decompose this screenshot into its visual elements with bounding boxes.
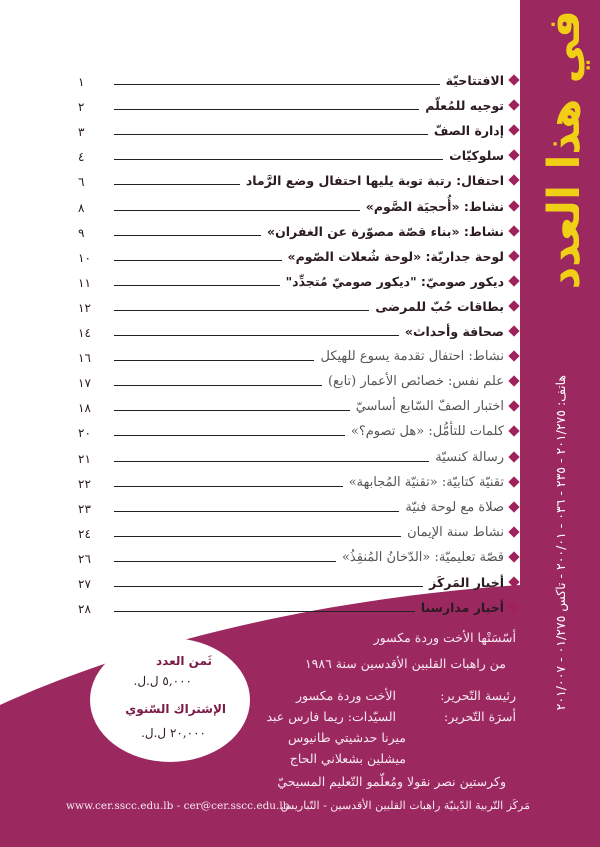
toc-label: نشاط: «بناء قصّة مصوّرة عن الغفران»	[267, 223, 504, 239]
diamond-bullet-icon	[508, 325, 519, 336]
diamond-bullet-icon	[508, 74, 519, 85]
diamond-bullet-icon	[508, 551, 519, 562]
toc-leader-line	[114, 335, 399, 336]
toc-leader-line	[114, 410, 350, 411]
toc-label: سلوكيّات	[449, 148, 504, 164]
toc-row[interactable]	[78, 493, 518, 518]
toc-row[interactable]	[78, 166, 518, 191]
diamond-bullet-icon	[508, 526, 519, 537]
toc-row[interactable]	[78, 242, 518, 267]
toc-leader-line	[114, 84, 440, 85]
toc-page-number: ٢٤	[78, 526, 91, 541]
issue-price: ٥,٠٠٠ ل.ل.	[133, 674, 192, 688]
toc-leader-line	[114, 611, 415, 612]
price-box	[90, 638, 250, 762]
toc-leader-line	[114, 486, 343, 487]
toc-page-number: ٣	[78, 125, 85, 140]
diamond-bullet-icon	[508, 300, 519, 311]
contact-phone	[550, 250, 570, 835]
toc-page-number: ٢٢	[78, 476, 91, 491]
diamond-bullet-icon	[508, 376, 519, 387]
issue-title-text: في هذا العدد	[538, 10, 590, 290]
editor-name: الأخت وردة مكسور	[296, 688, 396, 703]
toc-page-number: ٨	[78, 200, 85, 215]
toc-row[interactable]	[78, 518, 518, 543]
toc-label: صحافة وأحداث»	[404, 324, 504, 340]
diamond-bullet-icon	[508, 200, 519, 211]
toc-row[interactable]	[78, 342, 518, 367]
diamond-bullet-icon	[508, 350, 519, 361]
toc-row[interactable]	[78, 66, 518, 91]
toc-leader-line	[114, 461, 429, 462]
toc-label: أخبار مدارسنا	[420, 600, 504, 616]
toc-label: علم نفس: خصائص الأعمار (تابع)	[327, 374, 504, 390]
toc-label: قصّة تعليميّة: «الدّخانُ المُنقِذُ»	[341, 549, 504, 565]
toc-row[interactable]	[78, 191, 518, 216]
toc-leader-line	[114, 134, 428, 135]
toc-page-number: ١	[78, 75, 85, 90]
toc-page-number: ١٤	[78, 326, 91, 341]
family-member-4: وكرستين نصر نقولا ومُعلّمو التّعليم المسيحيّ	[277, 774, 506, 789]
toc-leader-line	[114, 159, 443, 160]
toc-leader-line	[114, 536, 401, 537]
toc-row[interactable]	[78, 417, 518, 442]
toc-label: احتفال: رتبة توبة يليها احتفال وضع الرَّماد	[245, 173, 504, 189]
toc-label: إدارة الصفّ	[433, 123, 504, 139]
table-of-contents	[78, 66, 518, 618]
toc-leader-line	[114, 511, 399, 512]
toc-label: أخبار المَركَز	[429, 574, 504, 590]
toc-label: الافتتاحيّة	[445, 73, 504, 89]
toc-leader-line	[114, 184, 240, 185]
toc-leader-line	[114, 210, 360, 211]
toc-label: رسالة كنسيّة	[435, 449, 504, 465]
toc-leader-line	[114, 285, 280, 286]
toc-row[interactable]	[78, 116, 518, 141]
toc-page-number: ٢٣	[78, 501, 91, 516]
toc-label: نشاط: احتفال تقدمة يسوع للهيكل	[320, 349, 504, 365]
toc-leader-line	[114, 260, 282, 261]
diamond-bullet-icon	[508, 100, 519, 111]
toc-leader-line	[114, 385, 322, 386]
footer-web-link[interactable]: www.cer.sscc.edu.lb - cer@cer.sscc.edu.lb	[66, 800, 290, 812]
toc-row[interactable]	[78, 292, 518, 317]
diamond-bullet-icon	[508, 150, 519, 161]
toc-row[interactable]	[78, 267, 518, 292]
toc-row[interactable]	[78, 141, 518, 166]
diamond-bullet-icon	[508, 601, 519, 612]
toc-page-number: ٢٠	[78, 426, 91, 441]
family-member-3: ميشلين بشعلاني الحاج	[289, 751, 406, 766]
toc-label: لوحة جداريّة: «لوحة شُعلات الصّوم»	[287, 248, 504, 264]
toc-leader-line	[114, 109, 419, 110]
toc-row[interactable]	[78, 317, 518, 342]
toc-label: بطاقات حُبّ للمرضى	[375, 298, 504, 314]
toc-leader-line	[114, 235, 261, 236]
toc-row[interactable]	[78, 468, 518, 493]
toc-page-number: ٢	[78, 100, 85, 115]
diamond-bullet-icon	[508, 175, 519, 186]
toc-label: صلاة مع لوحة فنيّة	[405, 499, 504, 515]
diamond-bullet-icon	[508, 250, 519, 261]
toc-row[interactable]	[78, 217, 518, 242]
diamond-bullet-icon	[508, 275, 519, 286]
toc-row[interactable]	[78, 593, 518, 618]
toc-leader-line	[114, 561, 336, 562]
diamond-bullet-icon	[508, 501, 519, 512]
diamond-bullet-icon	[508, 125, 519, 136]
contact-phone-text: هاتف: ٢٠١/٢٧٥ - ٢٣٥ - ٠٣٦ - ٢٠٠/٠١ - تاكس ٠١/٢٧٥ - ٢٠١/٠٠٧	[552, 374, 568, 711]
diamond-bullet-icon	[508, 426, 519, 437]
family-member-2: ميرنا حدشيتي طانيوس	[287, 730, 406, 745]
toc-page-number: ٢٨	[78, 602, 91, 617]
editor-label: رئيسة التّحرير:	[440, 688, 516, 703]
footer-center-name: مَركَز التّربية الدّينيّة راهبات القلبين الأقدسين - التّباريس	[280, 799, 530, 812]
toc-row[interactable]	[78, 442, 518, 467]
family-label: أسرَة التّحرير:	[444, 709, 516, 724]
toc-row[interactable]	[78, 543, 518, 568]
toc-label: اختبار الصفّ السّابع أساسيّ	[355, 399, 504, 415]
toc-row[interactable]	[78, 367, 518, 392]
toc-row[interactable]	[78, 392, 518, 417]
toc-label: ديكور صوميّ: "ديكور صوميّ مُتجدِّد"	[285, 273, 504, 289]
toc-page-number: ٢٧	[78, 576, 91, 591]
diamond-bullet-icon	[508, 225, 519, 236]
toc-leader-line	[114, 360, 314, 361]
diamond-bullet-icon	[508, 451, 519, 462]
toc-label: كلمات للتأمُّل: «هل تصوم؟»	[350, 424, 504, 440]
subscription-label: الإشتراك السّنوي	[125, 702, 226, 716]
toc-page-number: ٤	[78, 150, 85, 165]
order-line: من راهبات القلبين الأقدسين سنة ١٩٨٦	[304, 656, 506, 671]
issue-title	[534, 10, 594, 290]
toc-page-number: ١٧	[78, 376, 91, 391]
toc-leader-line	[114, 586, 423, 587]
toc-page-number: ٢٦	[78, 551, 91, 566]
toc-page-number: ١٦	[78, 351, 91, 366]
toc-row[interactable]	[78, 91, 518, 116]
diamond-bullet-icon	[508, 401, 519, 412]
diamond-bullet-icon	[508, 476, 519, 487]
toc-page-number: ٦	[78, 175, 85, 190]
toc-page-number: ١٠	[78, 250, 91, 265]
toc-page-number: ٩	[78, 225, 85, 240]
diamond-bullet-icon	[508, 576, 519, 587]
toc-label: توجيه للمُعلّم	[425, 98, 504, 114]
subscription-price: ٢٠,٠٠٠ ل.ل.	[141, 726, 206, 740]
toc-row[interactable]	[78, 568, 518, 593]
toc-page-number: ٢١	[78, 451, 91, 466]
toc-leader-line	[114, 310, 369, 311]
issue-price-label: ثَمن العدد	[155, 654, 212, 668]
founder-line: أسّسَتْها الأخت وردة مكسور	[373, 630, 516, 645]
family-member-1: السيّدات: ريما فارس عبد	[266, 709, 396, 724]
toc-page-number: ١٨	[78, 401, 91, 416]
toc-label: نشاط سنة الإيمان	[407, 524, 504, 540]
toc-label: تقنيّة كتابيّة: «تقنيّة المُجابهة»	[348, 474, 504, 490]
toc-label: نشاط: «أُحجيَة الصَّوم»	[365, 198, 504, 214]
toc-page-number: ١٢	[78, 300, 91, 315]
toc-page-number: ١١	[78, 275, 91, 290]
toc-leader-line	[114, 435, 345, 436]
